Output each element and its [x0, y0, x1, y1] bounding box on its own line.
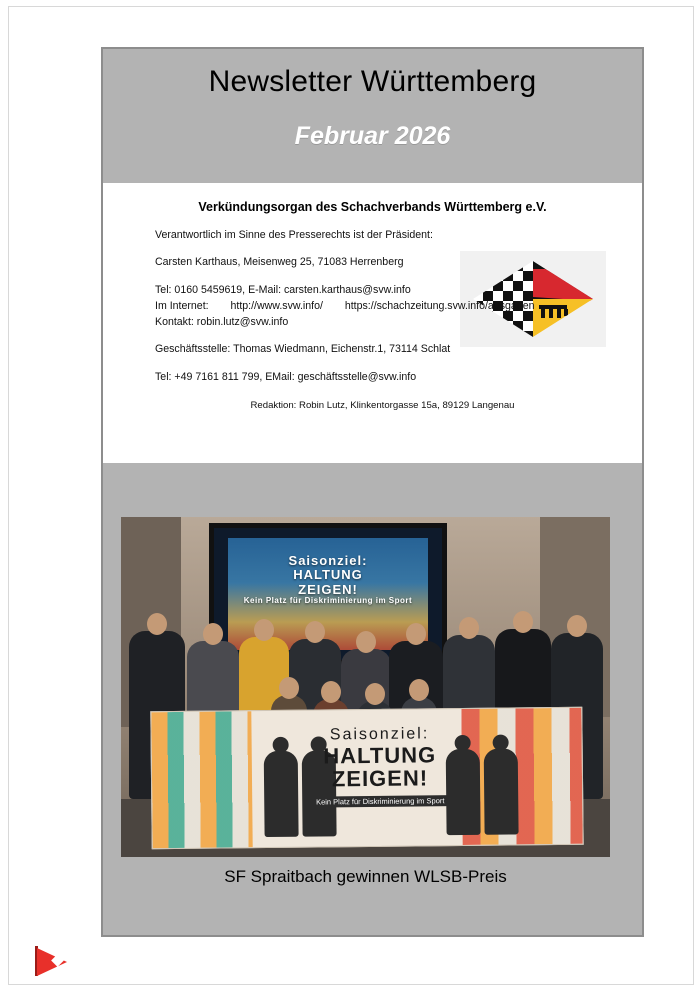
person-head [321, 681, 341, 703]
page-sheet [8, 6, 694, 985]
person-head [365, 683, 385, 705]
title-block [103, 49, 642, 151]
issue-date: Februar 2026 [294, 121, 451, 150]
screen-line-2: HALTUNG [293, 567, 363, 583]
internet-url-1[interactable]: http://www.svw.info/ [230, 299, 323, 312]
photo-area [103, 463, 642, 935]
document-body [101, 47, 644, 937]
banner-text [259, 725, 500, 811]
person-head [567, 615, 587, 637]
article-photo [121, 517, 610, 857]
masthead-heading: Verkündungsorgan des Schachverbands Württemberg e.V. [198, 200, 547, 214]
red-flag-marker-icon [35, 944, 71, 978]
banner-subline: Kein Platz für Diskriminierung im Sport [311, 795, 449, 807]
person-head [459, 617, 479, 639]
internet-url-2[interactable]: https://schachzeitung.svw.info/ausgaben [344, 299, 535, 312]
office-contact-line: Tel: +49 7161 811 799, EMail: geschäftsstelle@svw.info [155, 370, 417, 383]
photo-caption: SF Spraitbach gewinnen WLSB-Preis [224, 867, 507, 886]
banner-line-3: ZEIGEN! [331, 765, 429, 792]
internet-line [155, 299, 642, 313]
person-head [203, 623, 223, 645]
masthead-contact-block [103, 214, 642, 413]
banner-stripes-left [151, 711, 252, 848]
screen-line-1: Saisonziel: [288, 553, 368, 568]
president-line: Carsten Karthaus, Meisenweg 25, 71083 Herrenberg [155, 256, 404, 269]
screen-line-3: ZEIGEN! [298, 581, 358, 597]
responsibility-line: Verantwortlich im Sinne des Presserechts ist der Präsident: [155, 229, 433, 241]
internet-label: Im Internet: [155, 299, 209, 312]
masthead-panel [103, 183, 642, 463]
person-head [147, 613, 167, 635]
person-head [254, 619, 274, 641]
banner-line-1: Saisonziel: [329, 725, 430, 744]
person-head [409, 679, 429, 701]
page-title: Newsletter Württemberg [208, 65, 537, 98]
person-head [356, 631, 376, 653]
person-head [279, 677, 299, 699]
redaktion-line: Redaktion: Robin Lutz, Klinkentorgasse 15a, 89129 Langenau [250, 400, 515, 412]
person-head [305, 621, 325, 643]
banner-line-2: HALTUNG [323, 742, 437, 769]
photo-banner [150, 707, 583, 850]
office-line: Geschäftsstelle: Thomas Wiedmann, Eichenstr.1, 73114 Schlat [155, 343, 451, 356]
person-head [406, 623, 426, 645]
screen-slide-text [214, 554, 442, 606]
screen-subline: Kein Platz für Diskriminierung im Sport [243, 595, 413, 605]
person-head [513, 611, 533, 633]
president-contact-line: Tel: 0160 5459619, E-Mail: carsten.karthaus@svw.info [155, 283, 411, 296]
kontakt-line: Kontakt: robin.lutz@svw.info [155, 316, 289, 329]
